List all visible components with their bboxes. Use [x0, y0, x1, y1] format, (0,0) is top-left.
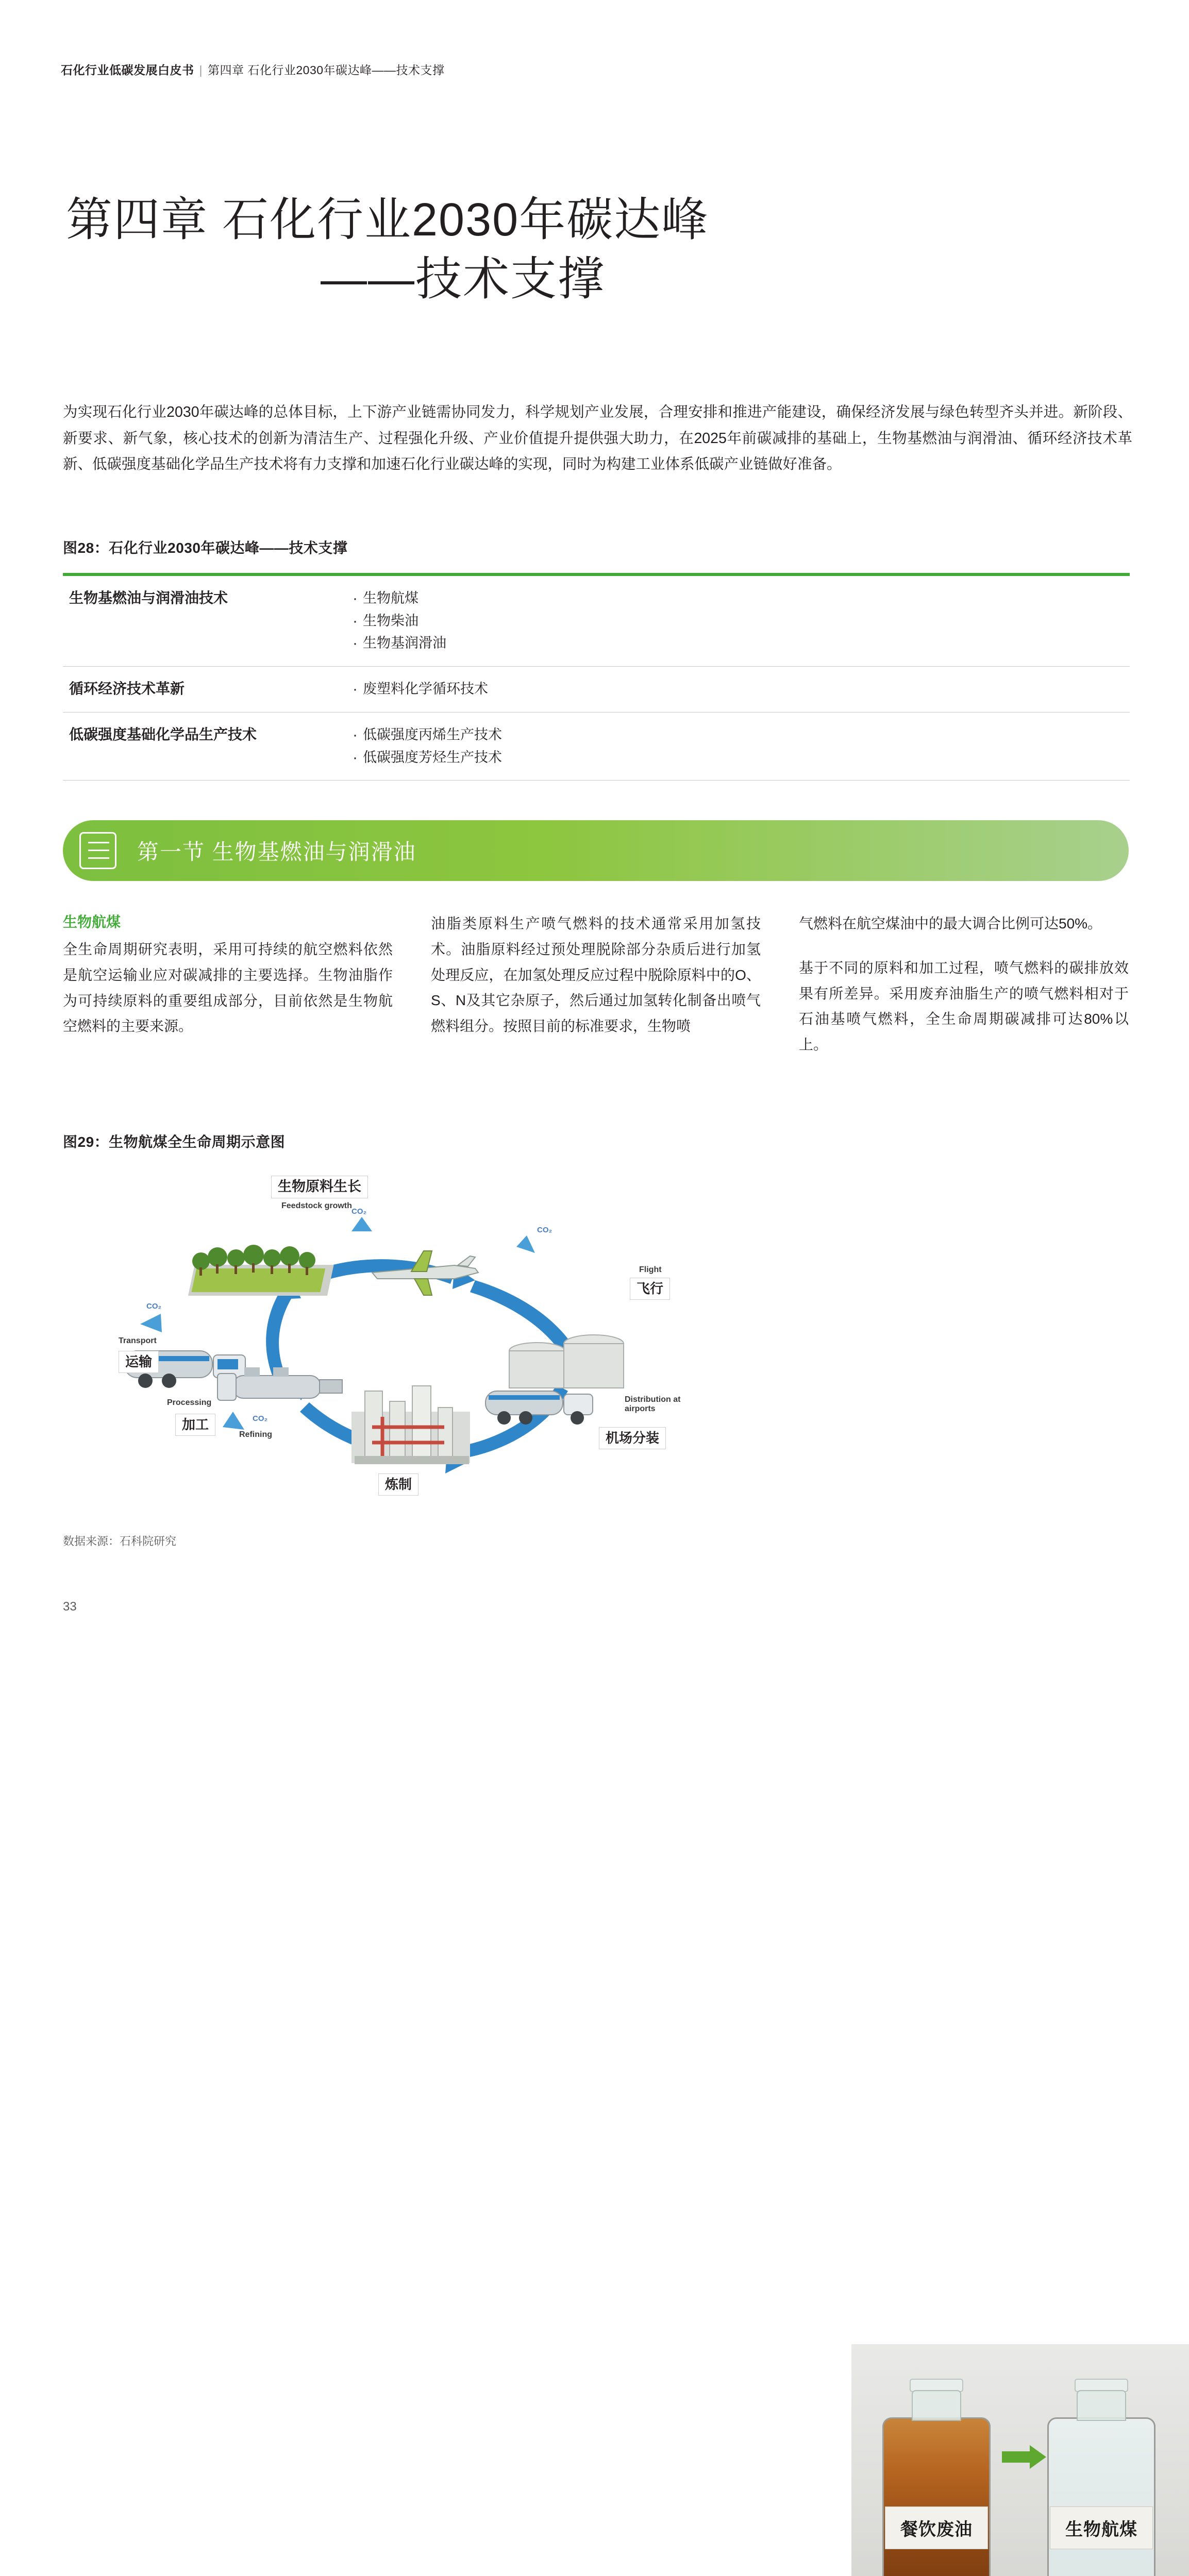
- lifecycle-arrows: [63, 1170, 790, 1510]
- table-cell-category: 循环经济技术革新: [69, 681, 185, 697]
- co2-label: CO₂: [537, 1226, 552, 1234]
- co2-label: CO₂: [253, 1414, 268, 1423]
- diagram-node-feedstock-growth-en: Feedstock growth: [281, 1201, 352, 1210]
- arrow-right-icon: [1002, 2445, 1046, 2468]
- paragraph: 气燃料在航空煤油中的最大调合比例可达50%。: [799, 916, 1102, 931]
- diagram-node-processing-cn: 加工: [175, 1414, 215, 1436]
- chapter-title-line1: 第四章 石化行业2030年碳达峰: [66, 194, 709, 246]
- column-1: [63, 911, 393, 1076]
- bottle-neck: [1077, 2390, 1126, 2421]
- bottle-neck: [912, 2390, 961, 2421]
- diagram-node-transport-en: Transport: [119, 1336, 157, 1345]
- table-row: [63, 576, 1130, 667]
- list-item: · 低碳强度丙烯生产技术: [351, 724, 1130, 747]
- table-row: [63, 667, 1130, 713]
- list-item: · 生物基润滑油: [351, 632, 1130, 655]
- diagram-node-refining-en: Refining: [239, 1430, 272, 1439]
- list-item: · 生物航煤: [351, 587, 1130, 610]
- figure28-table: [63, 573, 1130, 781]
- page-number: 33: [63, 1600, 77, 1614]
- table-cell-category: 低碳强度基础化学品生产技术: [69, 726, 257, 742]
- waste-oil-bottle: [882, 2417, 991, 2576]
- header-chapter: 第四章 石化行业2030年碳达峰——技术支撑: [207, 63, 445, 77]
- paragraph: 油脂类原料生产喷气燃料的技术通常采用加氢技术。油脂原料经过预处理脱除部分杂质后进行加氢处理反应，在加氢处理反应过程中脱除原料中的O、S、N及其它杂原子，然后通过加氢转化制备出喷气燃料组分。按照目前的标准要求，生物喷: [431, 916, 761, 1035]
- table-cell-items: [331, 724, 1130, 769]
- diagram-node-flight-cn: 飞行: [630, 1278, 670, 1300]
- diagram-node-distribution-en: Distribution at airports: [625, 1395, 681, 1413]
- paragraph: 基于不同的原料和加工过程，喷气燃料的碳排放效果有所差异。采用废弃油脂生产的喷气燃料相对于石油基喷气燃料，全生命周期碳减排可达80%以上。: [799, 959, 1129, 1053]
- intro-paragraph: 为实现石化行业2030年碳达峰的总体目标，上下游产业链需协同发力，科学规划产业发展，合理安排和推进产能建设，确保经济发展与绿色转型齐头并进。新阶段、新要求、新气象，核心技术的创新为清洁生产、过程强化升级、产业价值提升提供强大助力，在2025年前碳减排的基础上，生物基燃油与润滑油、循环经济技术革新、低碳强度基础化学品生产技术将有力支撑和加速石化行业碳达峰的实现，同时为构建工业体系低碳产业链做好准备。: [63, 404, 1132, 473]
- column-2: [431, 911, 761, 1076]
- diagram-node-processing-en: Processing: [167, 1398, 212, 1407]
- bottles-photo: [851, 2344, 1189, 2576]
- bottle-label-right: 生物航煤: [1050, 2506, 1153, 2549]
- section-banner: [63, 820, 1129, 881]
- figure29-caption: 图29：生物航煤全生命周期示意图: [63, 1134, 286, 1150]
- photo-image: [851, 2344, 1189, 2576]
- diagram-node-distribution-cn: 机场分装: [599, 1427, 666, 1449]
- page-title: [66, 191, 1128, 309]
- table-cell-items: [331, 678, 1130, 701]
- header-book-title: 石化行业低碳发展白皮书: [61, 63, 194, 77]
- column-heading: 生物航煤: [63, 914, 121, 930]
- diagram-node-refining-cn: 炼制: [378, 1473, 418, 1496]
- figure29-source: 数据来源：石科院研究: [63, 1535, 177, 1548]
- column-3: [799, 911, 1129, 1076]
- diagram-node-transport-cn: 运输: [119, 1351, 159, 1373]
- paragraph: 全生命周期研究表明，采用可持续的航空燃料依然是航空运输业应对碳减排的主要选择。生物油脂作为可持续原料的重要组成部分，目前依然是生物航空燃料的主要来源。: [63, 941, 393, 1035]
- header-separator: |: [199, 63, 203, 77]
- section-title: 第一节 生物基燃油与润滑油: [137, 840, 416, 864]
- running-header: [61, 61, 445, 78]
- chapter-title-line2: ——技术支撑: [321, 253, 605, 306]
- diagram-node-flight-en: Flight: [639, 1265, 662, 1274]
- lifecycle-diagram: [63, 1170, 790, 1510]
- list-icon: [79, 832, 116, 869]
- table-cell-items: [331, 587, 1130, 655]
- list-item: · 废塑料化学循环技术: [351, 678, 1130, 701]
- bio-jet-fuel-bottle: [1047, 2417, 1155, 2576]
- figure28-caption: 图28：石化行业2030年碳达峰——技术支撑: [63, 540, 348, 556]
- co2-label: CO₂: [146, 1302, 162, 1311]
- table-cell-category: 生物基燃油与润滑油技术: [69, 590, 228, 606]
- bottle-label-left: 餐饮废油: [885, 2506, 988, 2549]
- list-item: · 生物柴油: [351, 610, 1130, 633]
- diagram-node-feedstock-growth-cn: 生物原料生长: [271, 1176, 368, 1198]
- co2-label: CO₂: [351, 1207, 367, 1216]
- body-columns: [63, 911, 1130, 1076]
- list-item: · 低碳强度芳烃生产技术: [351, 747, 1130, 769]
- table-row: [63, 713, 1130, 781]
